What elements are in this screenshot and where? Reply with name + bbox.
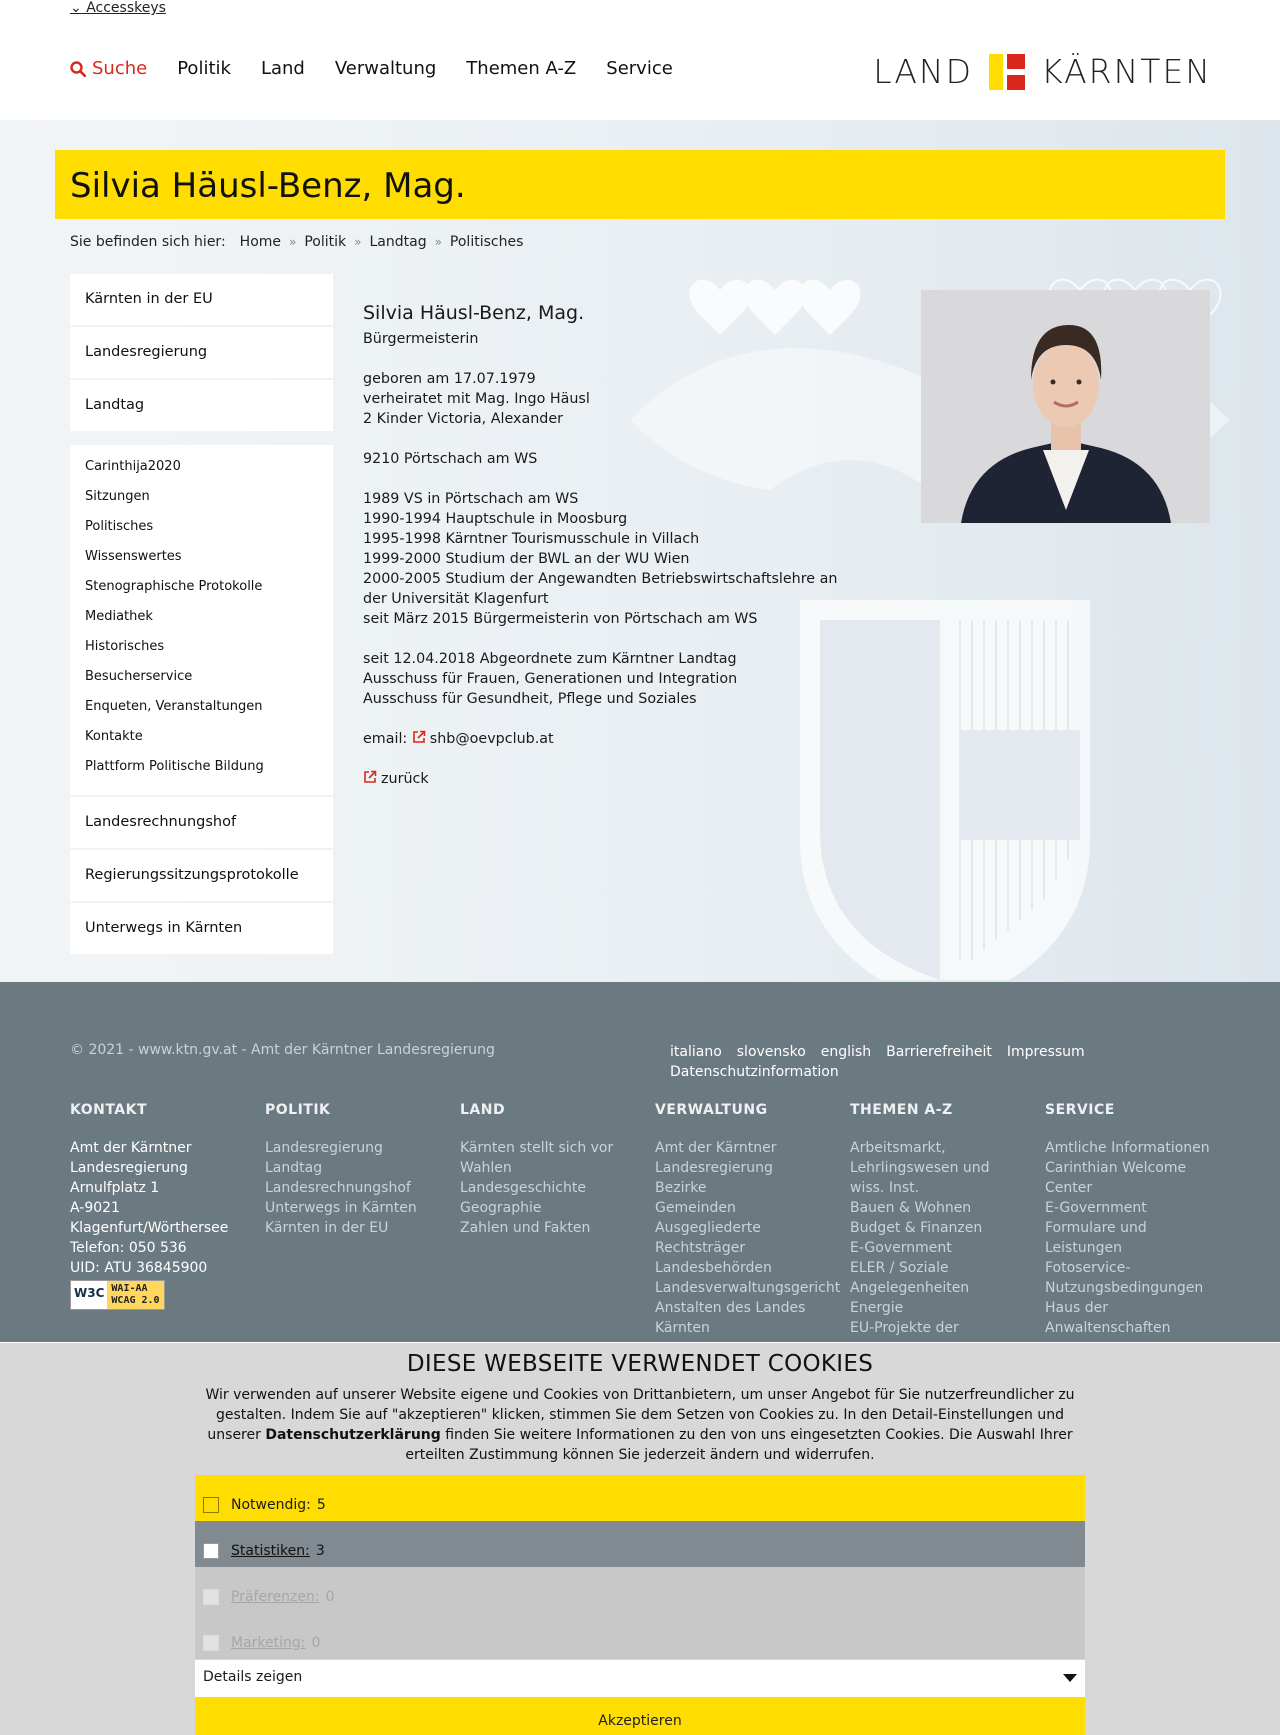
external-link-icon bbox=[412, 730, 426, 744]
profile-address: 9210 Pörtschach am WS bbox=[363, 451, 538, 467]
chevron-right-icon: » bbox=[354, 235, 362, 249]
footer-link[interactable]: Energie bbox=[850, 1300, 904, 1316]
footer-link[interactable]: ELER / Soziale bbox=[850, 1260, 949, 1276]
footer-col-politik bbox=[265, 1102, 460, 1338]
email-link[interactable] bbox=[412, 731, 554, 747]
profile-personal-line: verheiratet mit Mag. Ingo Häusl bbox=[363, 391, 590, 407]
sidebar-subitem-politisches[interactable]: Politisches bbox=[85, 519, 154, 534]
site-logo[interactable] bbox=[873, 52, 1212, 91]
footer-col-verwaltung bbox=[655, 1102, 850, 1338]
footer-link[interactable]: Nutzungsbedingungen bbox=[1045, 1280, 1204, 1296]
sidebar-subitem-sitzungen[interactable]: Sitzungen bbox=[85, 489, 150, 504]
wcag-line: WCAG 2.0 bbox=[111, 1295, 160, 1306]
sidebar-item-eu[interactable]: Kärnten in der EU bbox=[70, 274, 333, 325]
footer-col-title: LAND bbox=[460, 1102, 506, 1118]
profile-name: Silvia Häusl-Benz, Mag. bbox=[363, 302, 585, 324]
cookie-option-label: Notwendig: bbox=[231, 1496, 311, 1513]
profile-career-line: 1995-1998 Kärntner Tourismusschule in Villach bbox=[363, 531, 700, 547]
footer-link[interactable]: Geographie bbox=[460, 1200, 542, 1216]
footer-link[interactable]: Landesregierung bbox=[655, 1160, 773, 1176]
cookie-option-label: Marketing: bbox=[231, 1634, 306, 1651]
nav-service[interactable]: Service bbox=[606, 58, 673, 79]
breadcrumb-landtag[interactable]: Landtag bbox=[369, 234, 427, 250]
footer-contact-line: Klagenfurt/Wörthersee bbox=[70, 1220, 229, 1236]
cookie-title: DIESE WEBSEITE VERWENDET COOKIES bbox=[406, 1351, 874, 1377]
sidebar-subitem-mediathek[interactable]: Mediathek bbox=[85, 609, 153, 624]
logo-text-left: LAND bbox=[873, 52, 974, 91]
footer-contact-line: Arnulfplatz 1 bbox=[70, 1180, 160, 1196]
privacy-policy-link[interactable]: Datenschutzerklärung bbox=[265, 1427, 441, 1443]
nav-politik[interactable]: Politik bbox=[177, 58, 231, 79]
sidebar-subitem-enqueten[interactable]: Enqueten, Veranstaltungen bbox=[85, 699, 263, 714]
cookie-option-statistiken[interactable] bbox=[195, 1521, 1085, 1567]
footer-link[interactable]: Bezirke bbox=[655, 1180, 707, 1196]
cookie-option-count: 3 bbox=[315, 1542, 325, 1559]
cookie-option-label: Statistiken: bbox=[231, 1542, 310, 1559]
cookie-option-notwendig[interactable] bbox=[195, 1475, 1085, 1521]
footer-link[interactable]: Budget & Finanzen bbox=[850, 1220, 983, 1236]
profile-landtag-line: Ausschuss für Frauen, Generationen und Integration bbox=[363, 671, 738, 687]
breadcrumb-politik[interactable]: Politik bbox=[304, 234, 347, 250]
footer-col-kontakt bbox=[70, 1102, 265, 1338]
footer-col-title: POLITIK bbox=[265, 1102, 331, 1118]
footer-contact-line: A-9021 bbox=[70, 1200, 120, 1216]
sidebar-item-landtag[interactable]: Landtag bbox=[70, 380, 333, 431]
main-nav bbox=[70, 58, 673, 79]
profile-career-line: 1999-2000 Studium der BWL an der WU Wien bbox=[363, 551, 690, 567]
search-link[interactable] bbox=[70, 58, 147, 79]
profile-career-line: 1989 VS in Pörtschach am WS bbox=[363, 491, 579, 507]
footer-link[interactable]: Amt der Kärntner bbox=[655, 1140, 777, 1156]
page-title-bar bbox=[55, 150, 1225, 219]
footer-link-barrierefreiheit[interactable]: Barrierefreiheit bbox=[886, 1044, 992, 1060]
footer-link[interactable]: Wahlen bbox=[460, 1160, 512, 1176]
profile-landtag-line: Ausschuss für Gesundheit, Pflege und Soziales bbox=[363, 691, 697, 707]
breadcrumb-politisches[interactable]: Politisches bbox=[449, 234, 524, 250]
footer-copyright: © 2021 - www.ktn.gv.at - Amt der Kärntner Landesregierung bbox=[70, 1042, 495, 1058]
footer-link[interactable]: Landesrechnungshof bbox=[265, 1180, 411, 1196]
checkbox-icon[interactable] bbox=[203, 1589, 219, 1605]
footer-link[interactable]: Ausgegliederte bbox=[655, 1220, 761, 1236]
profile-personal-line: 2 Kinder Victoria, Alexander bbox=[363, 411, 564, 427]
footer-col-service bbox=[1045, 1102, 1240, 1338]
profile-role: Bürgermeisterin bbox=[363, 331, 479, 347]
chevron-right-icon: » bbox=[434, 235, 442, 249]
footer-link[interactable]: Anwaltenschaften bbox=[1045, 1320, 1171, 1336]
breadcrumb bbox=[70, 234, 523, 250]
search-icon bbox=[70, 61, 86, 77]
sidebar-subitem-carinthija[interactable]: Carinthija2020 bbox=[85, 459, 181, 474]
footer-contact-line: Telefon: 050 536 bbox=[70, 1240, 187, 1256]
external-link-icon bbox=[363, 770, 377, 784]
footer-col-title: VERWALTUNG bbox=[655, 1102, 768, 1118]
footer-link-datenschutz[interactable]: Datenschutzinformation bbox=[670, 1064, 839, 1080]
sidebar-item-protokolle[interactable]: Regierungssitzungsprotokolle bbox=[70, 850, 333, 901]
sidebar-subitem-protokolle[interactable]: Stenographische Protokolle bbox=[85, 579, 263, 594]
footer-links bbox=[670, 1042, 1110, 1082]
back-link[interactable] bbox=[363, 771, 429, 787]
sidebar-item-unterwegs[interactable]: Unterwegs in Kärnten bbox=[70, 903, 333, 954]
cookie-details-select[interactable] bbox=[195, 1660, 1085, 1697]
footer-link[interactable]: Leistungen bbox=[1045, 1240, 1122, 1256]
footer-link[interactable]: Carinthian Welcome bbox=[1045, 1160, 1187, 1176]
footer-link-impressum[interactable]: Impressum bbox=[1006, 1044, 1085, 1060]
profile-career-line: 1990-1994 Hauptschule in Moosburg bbox=[363, 511, 628, 527]
cookie-text-part: Wir verwenden auf unserer Website eigene und Cookies von Drittanbietern, um unser Angebot für Sie nutzerfreundlicher zu gestalten. Indem Sie auf "akzeptieren" klicken, stimmen Sie dem Setzen von Cookies zu. In den Detail-Einstellungen und unserer bbox=[205, 1387, 1075, 1443]
accesskeys-link[interactable] bbox=[70, 0, 166, 16]
profile-career-line: seit März 2015 Bürgermeisterin von Pörtschach am WS bbox=[363, 611, 758, 627]
sidebar-subitem-wissenswertes[interactable]: Wissenswertes bbox=[85, 549, 182, 564]
nav-land[interactable]: Land bbox=[260, 58, 305, 79]
footer-link[interactable]: Formulare und bbox=[1045, 1220, 1147, 1236]
footer-contact-line: Amt der Kärntner bbox=[70, 1140, 192, 1156]
footer-link[interactable]: Fotoservice- bbox=[1045, 1260, 1131, 1276]
chevron-right-icon: » bbox=[289, 235, 297, 249]
cookie-option-count: 0 bbox=[325, 1588, 335, 1605]
cookie-option-count: 0 bbox=[311, 1634, 321, 1651]
email-label: email: bbox=[363, 731, 408, 747]
footer-link[interactable]: Rechtsträger bbox=[655, 1240, 746, 1256]
footer-link[interactable]: E-Government bbox=[1045, 1200, 1147, 1216]
footer-col-themen bbox=[850, 1102, 1045, 1338]
sidebar-subitem-kontakte[interactable]: Kontakte bbox=[85, 729, 143, 744]
footer-link[interactable]: Anstalten des Landes bbox=[655, 1300, 806, 1316]
footer-link[interactable]: Landesgeschichte bbox=[460, 1180, 586, 1196]
profile-personal-line: geboren am 17.07.1979 bbox=[363, 371, 536, 387]
cookie-details-label: Details zeigen bbox=[203, 1669, 303, 1685]
footer-link[interactable]: Arbeitsmarkt, bbox=[850, 1140, 946, 1156]
cookie-text bbox=[195, 1385, 1085, 1465]
footer-link[interactable]: Lehrlingswesen und bbox=[850, 1160, 990, 1176]
sidebar bbox=[70, 274, 333, 956]
breadcrumb-home[interactable]: Home bbox=[239, 234, 282, 250]
sidebar-item-landesregierung[interactable]: Landesregierung bbox=[70, 327, 333, 378]
nav-themen[interactable]: Themen A-Z bbox=[466, 58, 577, 79]
back-label: zurück bbox=[381, 771, 429, 787]
checkbox-icon[interactable] bbox=[203, 1543, 219, 1559]
search-label: Suche bbox=[92, 58, 148, 79]
footer-contact-line: Landesregierung bbox=[70, 1160, 188, 1176]
sidebar-item-rechnungshof[interactable]: Landesrechnungshof bbox=[70, 797, 333, 848]
logo-text-right: KÄRNTEN bbox=[1041, 52, 1212, 91]
sidebar-submenu bbox=[70, 445, 333, 795]
wcag-line: WAI-AA bbox=[111, 1283, 148, 1294]
footer-link[interactable]: Unterwegs in Kärnten bbox=[265, 1200, 417, 1216]
checkbox-icon[interactable] bbox=[203, 1635, 219, 1651]
cookie-option-count: 5 bbox=[316, 1496, 326, 1513]
footer-link-italiano[interactable]: italiano bbox=[670, 1044, 722, 1060]
footer-link[interactable]: Amtliche Informationen bbox=[1045, 1140, 1210, 1156]
sidebar-subitem-bildung[interactable]: Plattform Politische Bildung bbox=[85, 759, 264, 774]
footer-link[interactable]: Haus der bbox=[1045, 1300, 1108, 1316]
footer-link[interactable]: Kärnten in der EU bbox=[265, 1220, 389, 1236]
cookie-option-marketing[interactable] bbox=[195, 1613, 1085, 1659]
accesskeys-label: Accesskeys bbox=[86, 0, 166, 16]
cookie-text-part: finden Sie weitere Informationen zu den von uns eingesetzten Cookies. Die Auswahl Ihrer erteilten Zustimmung können Sie jederzeit ändern und widerrufen. bbox=[405, 1427, 1073, 1463]
w3c-logo: W3C bbox=[71, 1281, 107, 1309]
footer-col-title: KONTAKT bbox=[70, 1102, 148, 1118]
breadcrumb-lead: Sie befinden sich hier: bbox=[70, 234, 226, 250]
profile-photo bbox=[921, 290, 1210, 523]
chevron-down-icon: ⌄ bbox=[70, 0, 82, 16]
profile-career-line: 2000-2005 Studium der Angewandten Betriebswirtschaftslehre an der Universität Klagenfurt bbox=[363, 571, 838, 607]
footer-link[interactable]: Zahlen und Fakten bbox=[460, 1220, 591, 1236]
footer-link[interactable]: wiss. Inst. bbox=[850, 1180, 920, 1196]
footer-link[interactable]: Kärnten stellt sich vor bbox=[460, 1140, 614, 1156]
footer-link-english[interactable]: english bbox=[820, 1044, 872, 1060]
footer-link[interactable]: Gemeinden bbox=[655, 1200, 736, 1216]
footer-link[interactable]: Landesverwaltungsgericht bbox=[655, 1280, 841, 1296]
footer-col-title: THEMEN A-Z bbox=[850, 1102, 953, 1118]
footer-link[interactable]: Landesregierung bbox=[265, 1140, 383, 1156]
footer-col-title: SERVICE bbox=[1045, 1102, 1115, 1118]
footer-contact-line: UID: ATU 36845900 bbox=[70, 1260, 208, 1276]
footer-link[interactable]: Angelegenheiten bbox=[850, 1280, 970, 1296]
portrait-image bbox=[921, 290, 1210, 523]
sidebar-subitem-historisches[interactable]: Historisches bbox=[85, 639, 165, 654]
cookie-option-praeferenzen[interactable] bbox=[195, 1567, 1085, 1613]
caret-down-icon bbox=[1063, 1674, 1077, 1682]
email-address: shb@oevpclub.at bbox=[429, 731, 554, 747]
footer-link[interactable]: Center bbox=[1045, 1180, 1093, 1196]
page-title: Silvia Häusl-Benz, Mag. bbox=[70, 166, 466, 206]
footer-link[interactable]: Bauen & Wohnen bbox=[850, 1200, 972, 1216]
cookie-option-label: Präferenzen: bbox=[231, 1588, 320, 1605]
logo-mark-icon bbox=[989, 54, 1025, 90]
profile-content bbox=[363, 303, 863, 809]
footer-col-land bbox=[460, 1102, 655, 1338]
footer-link[interactable]: Landesbehörden bbox=[655, 1260, 772, 1276]
footer bbox=[0, 982, 1280, 1342]
nav-verwaltung[interactable]: Verwaltung bbox=[334, 58, 437, 79]
sidebar-subitem-besucherservice[interactable]: Besucherservice bbox=[85, 669, 193, 684]
wcag-badge[interactable] bbox=[70, 1280, 165, 1310]
wcag-text bbox=[107, 1281, 163, 1309]
accept-cookies-button[interactable]: Akzeptieren bbox=[195, 1697, 1085, 1735]
footer-link[interactable]: EU-Projekte der bbox=[850, 1320, 959, 1336]
profile-landtag-line: seit 12.04.2018 Abgeordnete zum Kärntner Landtag bbox=[363, 651, 737, 667]
footer-link-slovensko[interactable]: slovensko bbox=[736, 1044, 806, 1060]
footer-link[interactable]: Kärnten bbox=[655, 1320, 710, 1336]
footer-link[interactable]: E-Government bbox=[850, 1240, 952, 1256]
cookie-banner bbox=[0, 1343, 1280, 1735]
checkbox-checked-icon[interactable] bbox=[203, 1497, 219, 1513]
footer-link[interactable]: Landtag bbox=[265, 1160, 323, 1176]
footer-columns bbox=[70, 1102, 1240, 1338]
